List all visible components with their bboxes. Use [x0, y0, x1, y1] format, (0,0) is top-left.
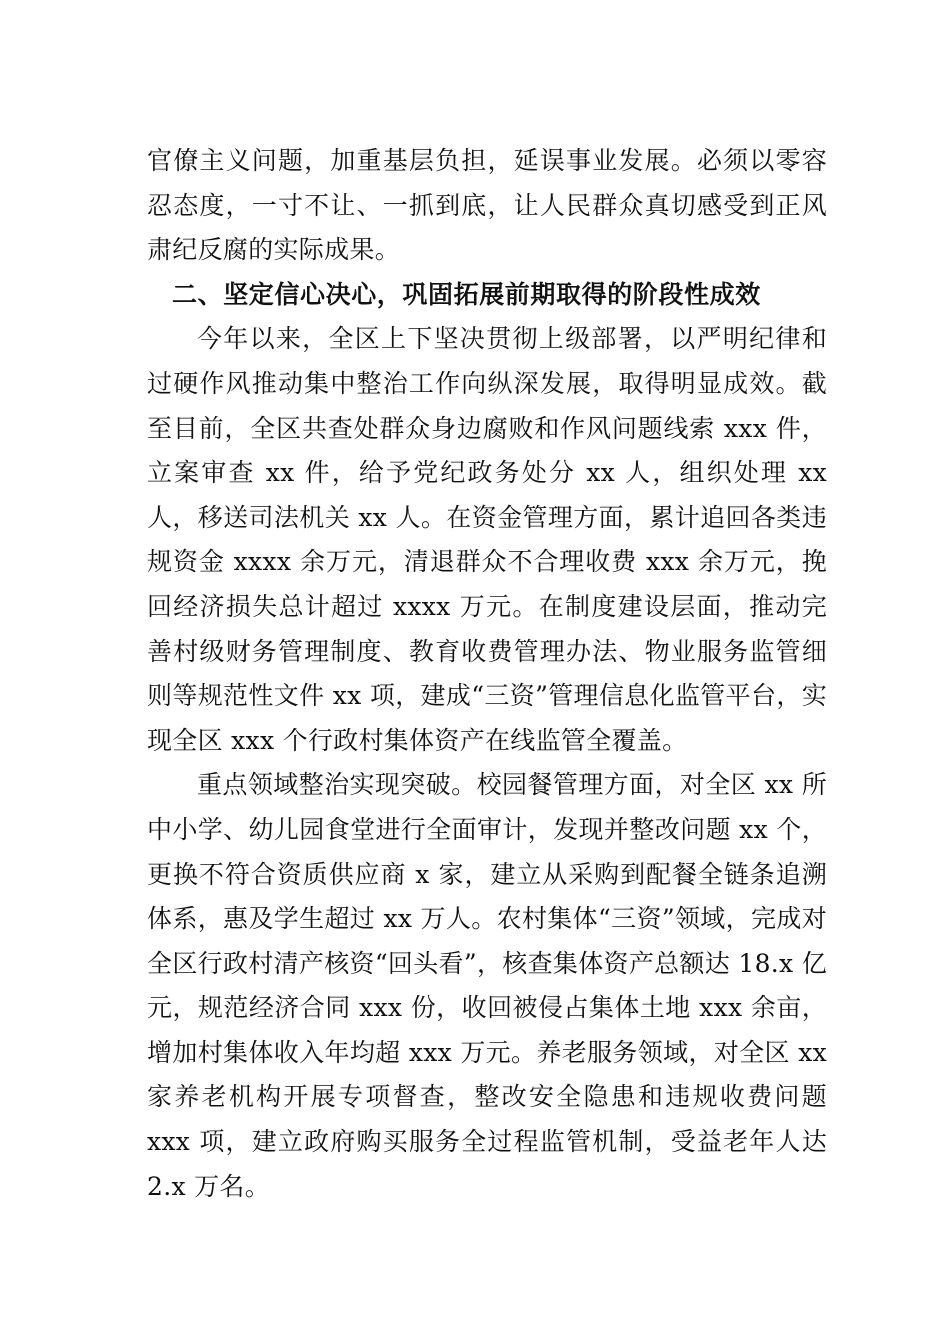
section-heading: 二、坚定信心决心，巩固拓展前期取得的阶段性成效 — [172, 279, 761, 309]
document-body — [147, 139, 827, 1209]
body-paragraph-key-areas: 重点领域整治实现突破。校园餐管理方面，对全区 xx 所中小学、幼儿园食堂进行全面审计，发现并整改问题 xx 个，更换不符合资质供应商 x 家，建立从采购到配餐全链条追溯体系，惠及学生超过 xx 万人。农村集体“三资”领域，完成对全区行政村清产核资“回头看”，核查集体资产总额达 18.x 亿元，规范经济合同 xxx 份，收回被侵占集体土地 xxx 余亩，增加村集体收入年均超 xxx 万元。养老服务领域，对全区 xx 家养老机构开展专项督查，整改安全隐患和违规收费问题 xxx 项，建立政府购买服务全过程监管机制，受益老年人达 2.x 万名。 — [147, 770, 827, 1201]
continuation-paragraph: 官僚主义问题，加重基层负担，延误事业发展。必须以零容忍态度，一寸不让、一抓到底，让人民群众真切感受到正风肃纪反腐的实际成果。 — [147, 146, 827, 265]
body-paragraph-progress: 今年以来，全区上下坚决贯彻上级部署，以严明纪律和过硬作风推动集中整治工作向纵深发展，取得明显成效。截至目前，全区共查处群众身边腐败和作风问题线索 xxx 件，立案审查 xx 件，给予党纪政务处分 xx 人，组织处理 xx 人，移送司法机关 xx 人。在资金管理方面，累计追回各类违规资金 xxxx 余万元，清退群众不合理收费 xxx 余万元，挽回经济损失总计超过 xxxx 万元。在制度建设层面，推动完善村级财务管理制度、教育收费管理办法、物业服务监管细则等规范性文件 xx 项，建成“三资”管理信息化监管平台，实现全区 xxx 个行政村集体资产在线监管全覆盖。 — [147, 324, 827, 755]
